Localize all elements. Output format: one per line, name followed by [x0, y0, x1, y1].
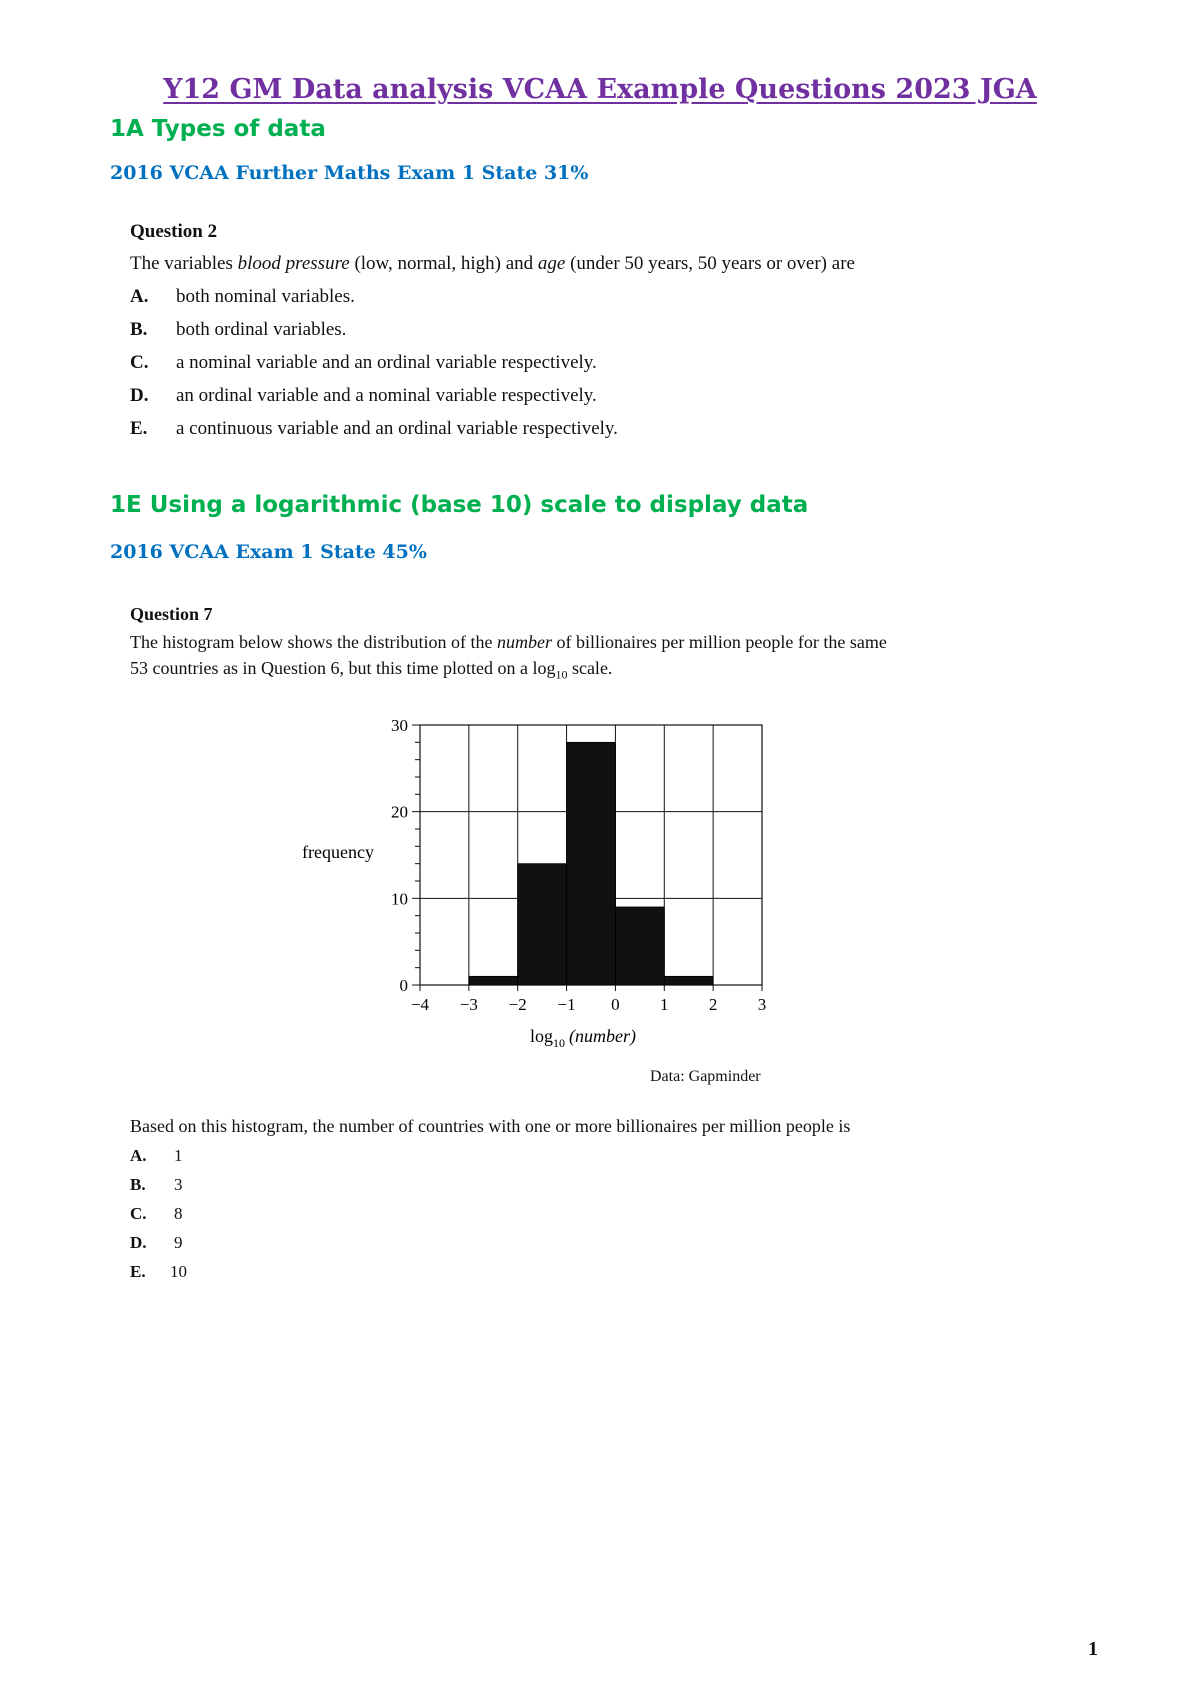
exam-subheading-2016-further: 2016 VCAA Further Maths Exam 1 State 31% [110, 162, 589, 184]
x-axis-label: $\log_{10}$ (number) [530, 1026, 636, 1050]
question-2-stem: The variables blood pressure (low, normal, high) and age (under 50 years, 50 years or over) are [130, 253, 855, 274]
question-7-label: Question 7 [130, 604, 213, 624]
x-tick-label: −3 [459, 995, 478, 1014]
question-7-text: Based on this histogram, the number of countries with one or more billionaires per million people is [130, 1116, 851, 1136]
question-2-option-c: C. a nominal variable and an ordinal variable respectively. [130, 352, 597, 373]
data-source-note: Data: Gapminder [650, 1068, 761, 1085]
histogram-bar [518, 864, 567, 985]
y-tick-label: 20 [391, 802, 408, 822]
x-tick-label: 1 [660, 995, 669, 1014]
y-tick-label: 30 [391, 716, 408, 735]
y-tick-label: 10 [391, 889, 408, 909]
x-tick-label: −1 [557, 995, 576, 1014]
x-tick-label: −4 [410, 995, 430, 1014]
question-7-option-e: E. 10 [130, 1262, 187, 1281]
x-tick-label: 2 [708, 995, 718, 1014]
histogram-bar [615, 907, 664, 985]
question-7-stem-line-2: 53 countries as in Question 6, but this time plotted on a $\log_{10}$ scale. [130, 658, 613, 682]
question-2-option-d: D. an ordinal variable and a nominal variable respectively. [130, 385, 597, 406]
histogram-bar [469, 976, 518, 985]
y-axis-label: frequency [302, 842, 374, 862]
question-2-option-e: E. a continuous variable and an ordinal variable respectively. [130, 418, 618, 439]
document-title: Y12 GM Data analysis VCAA Example Questions 2023 JGA [163, 74, 1037, 105]
histogram-bar [567, 742, 616, 985]
question-7-option-c: C. 8 [130, 1204, 183, 1223]
x-tick-label: −2 [508, 995, 527, 1014]
question-7-option-a: A. 1 [130, 1146, 183, 1165]
question-2-option-b: B. both ordinal variables. [130, 319, 347, 340]
question-2-label: Question 2 [130, 221, 218, 242]
exam-subheading-2016-exam1: 2016 VCAA Exam 1 State 45% [110, 541, 427, 563]
section-heading-types-of-data: 1A Types of data [110, 116, 326, 142]
question-7-option-d: D. 9 [130, 1233, 183, 1252]
section-heading-logarithmic-scale: 1E Using a logarithmic (base 10) scale to display data [110, 492, 809, 518]
histogram-bar [664, 976, 713, 985]
x-tick-label: 3 [757, 995, 767, 1014]
histogram-chart [280, 712, 800, 1062]
question-7-option-b: B. 3 [130, 1175, 183, 1194]
question-2-option-a: A. both nominal variables. [130, 286, 355, 307]
x-tick-label: 0 [611, 995, 620, 1014]
question-7-stem-line-1: The histogram below shows the distribution of the number of billionaires per million people for the same [130, 632, 887, 652]
y-tick-label: 0 [399, 976, 408, 995]
page-number: 1 [1088, 1638, 1098, 1660]
